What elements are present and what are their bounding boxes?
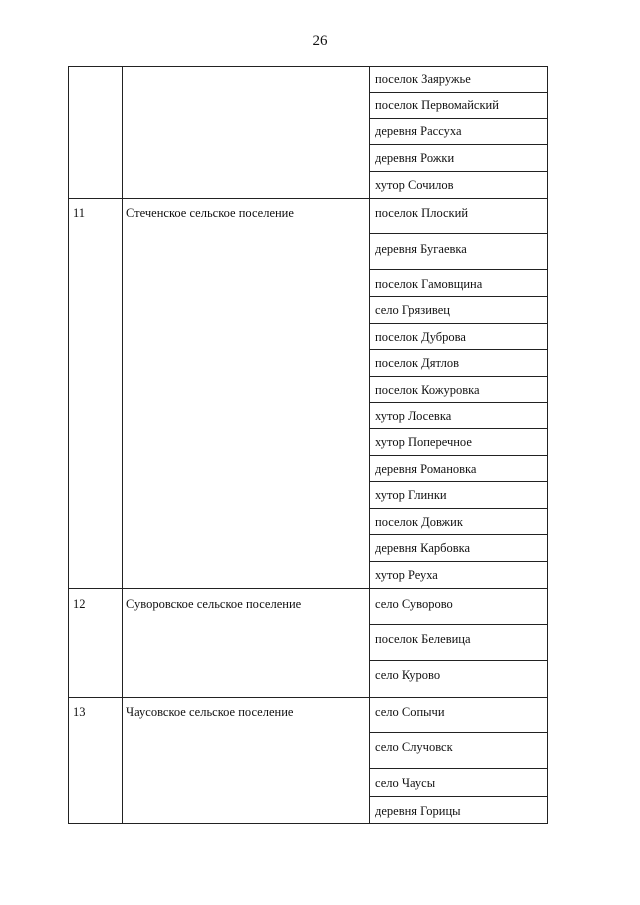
settlement-place: деревня Горицы (375, 804, 461, 818)
place-divider (369, 534, 547, 535)
settlement-name: Чаусовское сельское поселение (126, 705, 294, 719)
settlement-place: хутор Реуха (375, 568, 438, 582)
settlement-place: деревня Рассуха (375, 124, 462, 138)
settlement-place: деревня Бугаевка (375, 242, 467, 256)
place-divider (369, 92, 547, 93)
column-divider-name (369, 67, 370, 823)
settlement-name: Стеченское сельское поселение (126, 206, 294, 220)
place-divider (369, 768, 547, 769)
settlement-place: село Случовск (375, 740, 453, 754)
page-number: 26 (312, 33, 328, 49)
place-divider (369, 455, 547, 456)
settlement-place: хутор Сочилов (375, 178, 454, 192)
place-divider (369, 233, 547, 234)
row-divider (69, 588, 547, 589)
place-divider (369, 269, 547, 270)
settlement-place: поселок Кожуровка (375, 383, 480, 397)
settlement-place: поселок Первомайский (375, 98, 499, 112)
place-divider (369, 624, 547, 625)
row-number: 13 (73, 705, 86, 719)
settlement-place: хутор Поперечное (375, 435, 472, 449)
place-divider (369, 323, 547, 324)
settlement-place: село Чаусы (375, 776, 436, 790)
place-divider (369, 428, 547, 429)
column-divider-number (122, 67, 123, 823)
settlement-place: поселок Плоский (375, 206, 469, 220)
settlement-place: поселок Дуброва (375, 330, 466, 344)
place-divider (369, 796, 547, 797)
place-divider (369, 508, 547, 509)
place-divider (369, 349, 547, 350)
settlement-place: деревня Романовка (375, 462, 477, 476)
row-divider (69, 697, 547, 698)
place-divider (369, 118, 547, 119)
place-divider (369, 402, 547, 403)
settlement-place: поселок Заяружье (375, 72, 471, 86)
settlement-place: поселок Довжик (375, 515, 463, 529)
place-divider (369, 561, 547, 562)
row-number: 12 (73, 597, 86, 611)
settlement-name: Суворовское сельское поселение (126, 597, 302, 611)
settlement-place: хутор Лосевка (375, 409, 452, 423)
row-divider (69, 198, 547, 199)
place-divider (369, 376, 547, 377)
settlement-place: село Грязивец (375, 303, 450, 317)
place-divider (369, 144, 547, 145)
place-divider (369, 481, 547, 482)
row-number: 11 (73, 206, 86, 220)
settlement-place: поселок Дятлов (375, 356, 460, 370)
settlement-place: деревня Карбовка (375, 541, 471, 555)
place-divider (369, 732, 547, 733)
settlement-place: поселок Белевица (375, 632, 471, 646)
settlement-place: поселок Гамовщина (375, 277, 483, 291)
place-divider (369, 296, 547, 297)
settlement-place: село Сопычи (375, 705, 445, 719)
settlement-place: село Суворово (375, 597, 453, 611)
settlement-place: деревня Рожки (375, 151, 455, 165)
place-divider (369, 171, 547, 172)
place-divider (369, 660, 547, 661)
settlements-table (68, 66, 548, 824)
settlement-place: хутор Глинки (375, 488, 447, 502)
settlement-place: село Курово (375, 668, 441, 682)
